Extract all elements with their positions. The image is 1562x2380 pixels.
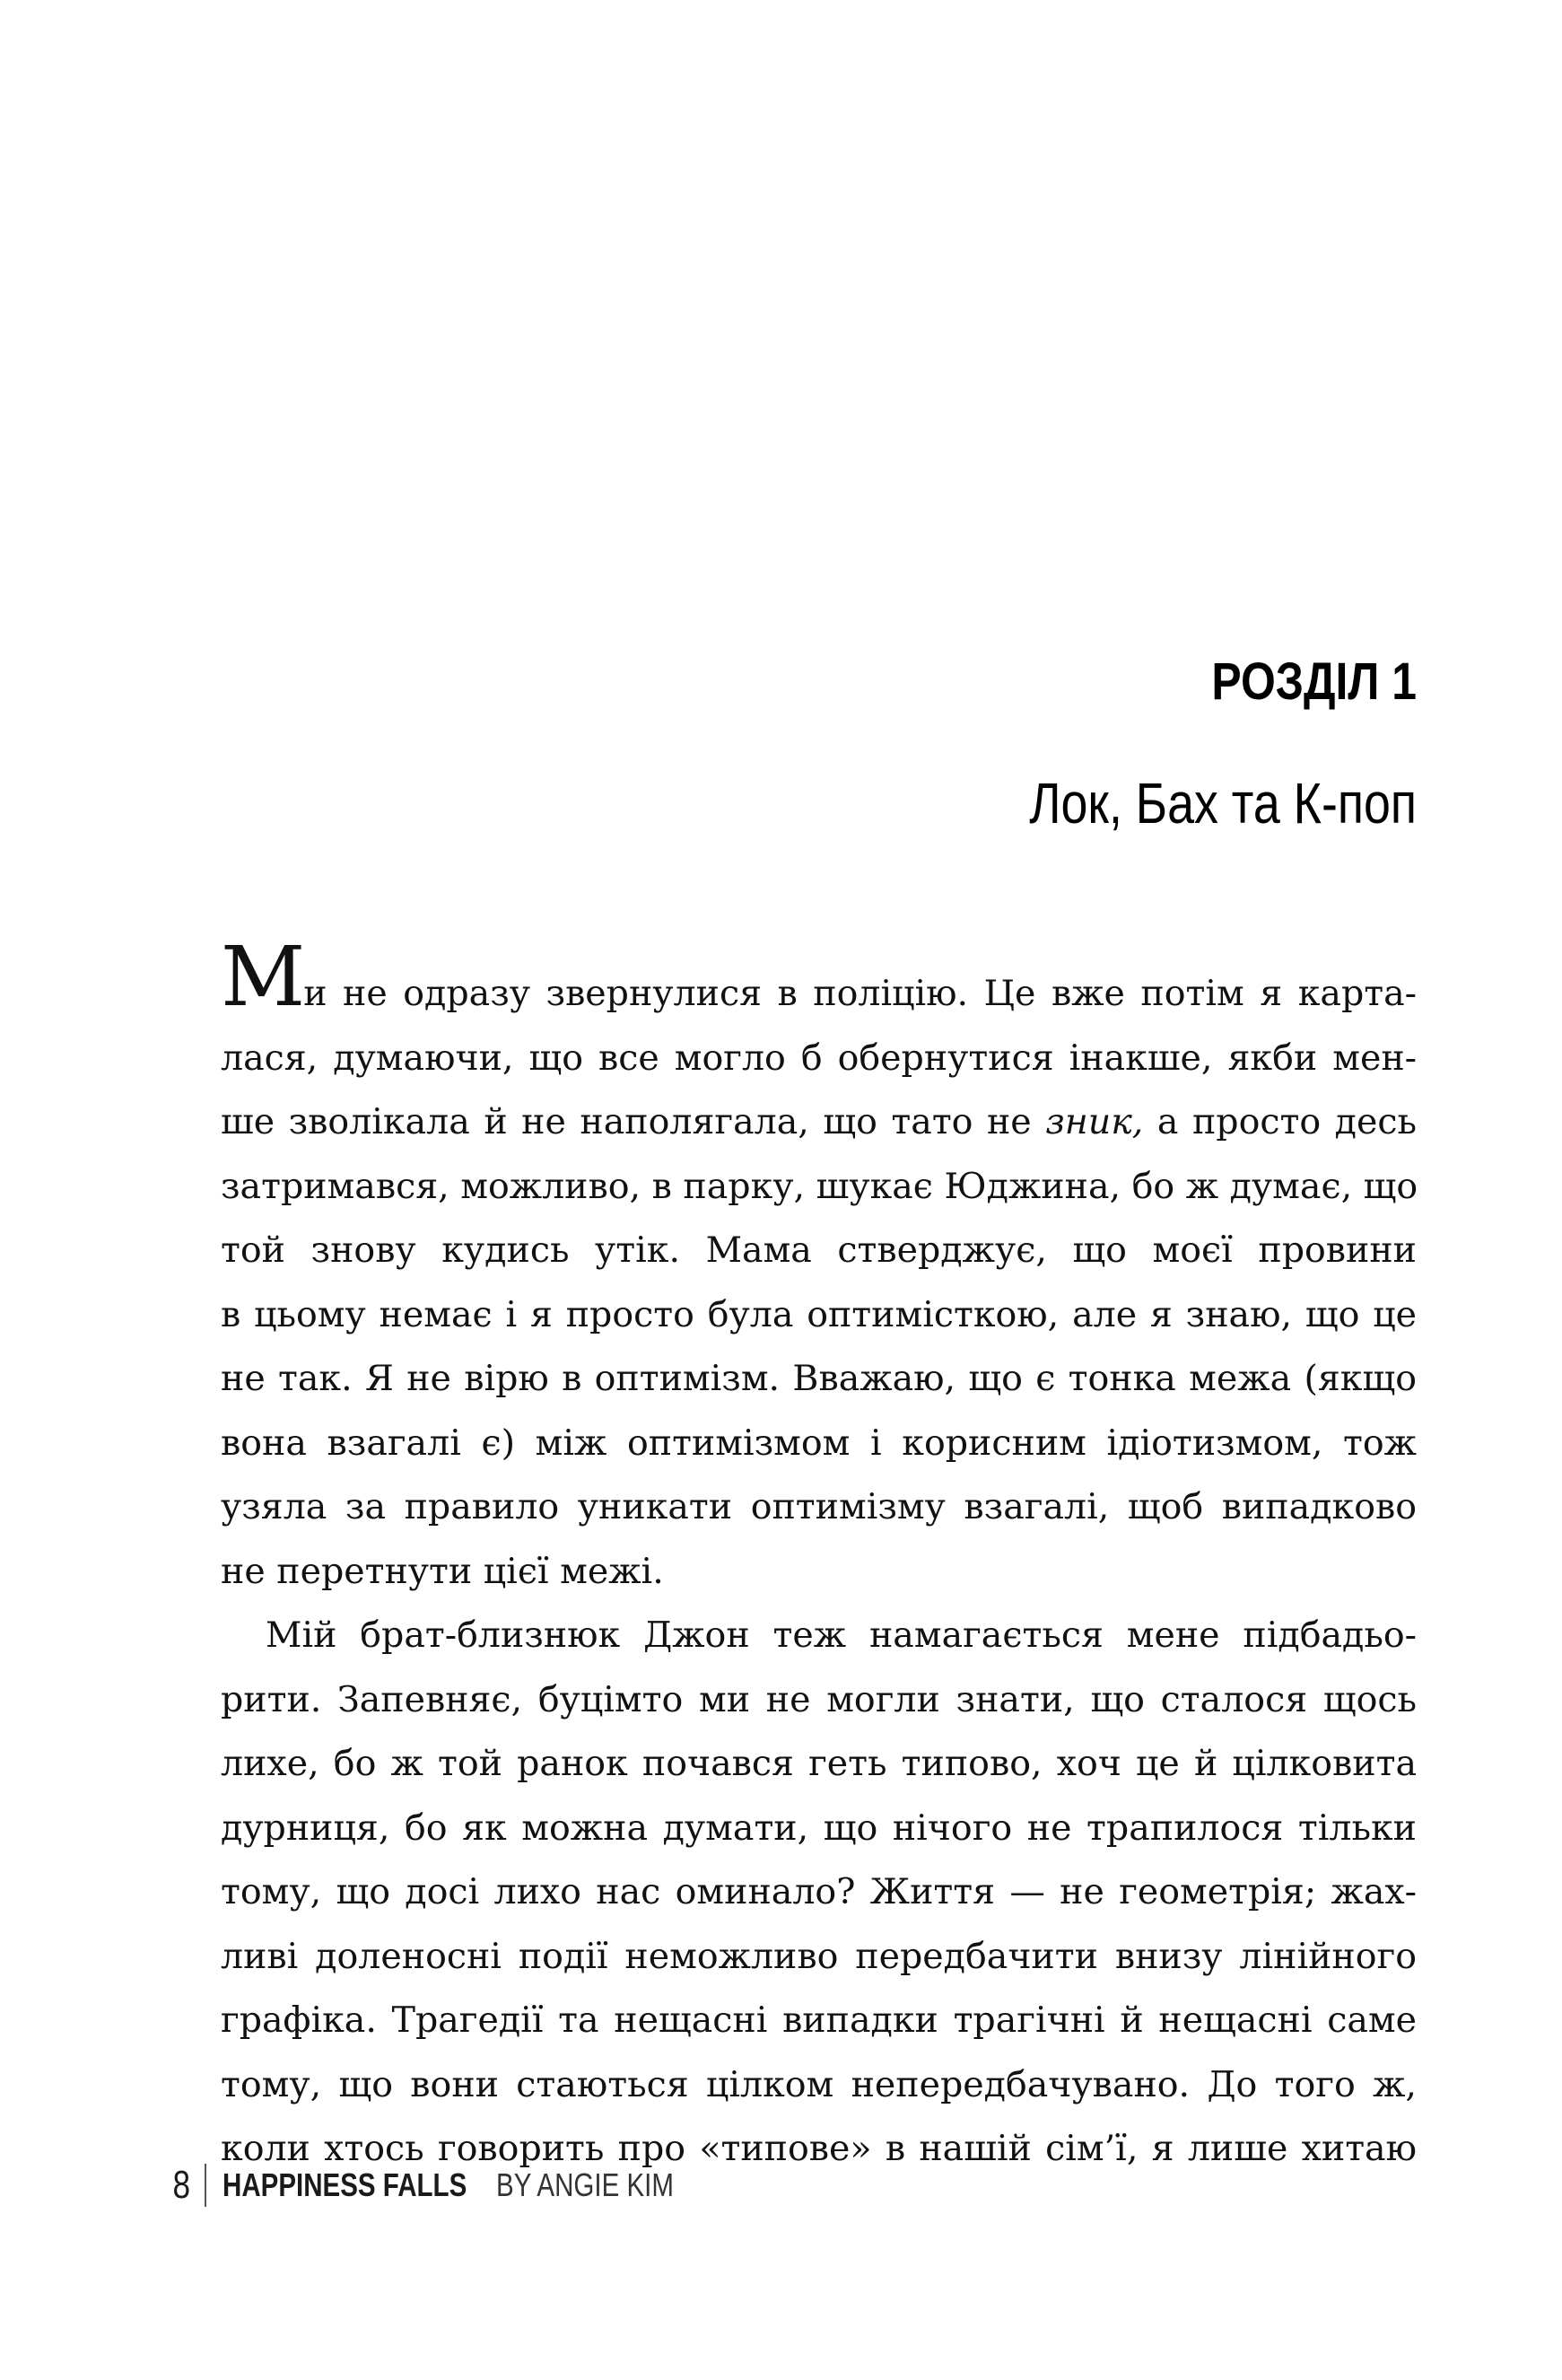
text-line: узяла за правило уникати оптимізму взагалі, щоб випадково <box>221 1486 1417 1527</box>
text-line: не так. Я не вірю в оптимізм. Вважаю, що є тонка межа (якщо <box>221 1358 1417 1399</box>
text-line: вона взагалі є) між оптимізмом і корисним ідіотизмом, тож <box>221 1422 1417 1464</box>
footer-divider <box>205 2164 206 2207</box>
page-footer <box>170 2158 712 2212</box>
drop-cap: М <box>221 929 304 1025</box>
text-line: коли хтось говорить про «типове» в нашій сім’ї, я лише хитаю <box>221 2128 1417 2169</box>
text-line: той знову кудись утік. Мама стверджує, що моєї провини <box>221 1229 1417 1271</box>
text-line: тому, що досі лихо нас оминало? Життя — не геометрія; жах- <box>221 1871 1417 1912</box>
text-line: лихе, бо ж той ранок почався геть типово, хоч це й цілковита <box>221 1743 1417 1784</box>
text-line: ше зволікала й не наполягала, що тато не зник, а просто десь <box>221 1101 1417 1142</box>
text-line: не перетнути цієї межі. <box>221 1550 664 1592</box>
chapter-number: РОЗДІЛ 1 <box>1211 652 1417 711</box>
text-line: Ми не одразу звернулися в поліцію. Це вже потім я карта- <box>221 929 1417 1025</box>
book-author: BY ANGIE KIM <box>495 2166 674 2203</box>
text-line: графіка. Трагедії та нещасні випадки трагічні й нещасні саме <box>221 1999 1417 2041</box>
text-line: Мій брат-близнюк Джон теж намагається мене підбадьо- <box>266 1614 1417 1656</box>
chapter-title: Лок, Бах та К-поп <box>1029 771 1417 836</box>
text-line: лася, думаючи, що все могло б обернутися інакше, якби мен- <box>221 1037 1417 1079</box>
text-line: дурниця, бо як можна думати, що нічого не трапилося тільки <box>221 1807 1417 1849</box>
book-title: HAPPINESS FALLS <box>223 2166 467 2203</box>
page-number: 8 <box>172 2163 191 2207</box>
body-text <box>221 929 1418 2182</box>
text-line: тому, що вони стаються цілком непередбачувано. До того ж, <box>221 2063 1417 2105</box>
emphasis-text: зник, <box>1045 1101 1144 1142</box>
text-line: рити. Запевняє, буцімто ми не могли знати, що сталося щось <box>221 1678 1417 1720</box>
text-line: в цьому немає і я просто була оптимісткою, але я знаю, що це <box>221 1293 1417 1335</box>
text-line: ливі доленосні події неможливо передбачити внизу лінійного <box>221 1935 1417 1977</box>
text-line: затримався, можливо, в парку, шукає Юджина, бо ж думає, що <box>221 1165 1418 1207</box>
